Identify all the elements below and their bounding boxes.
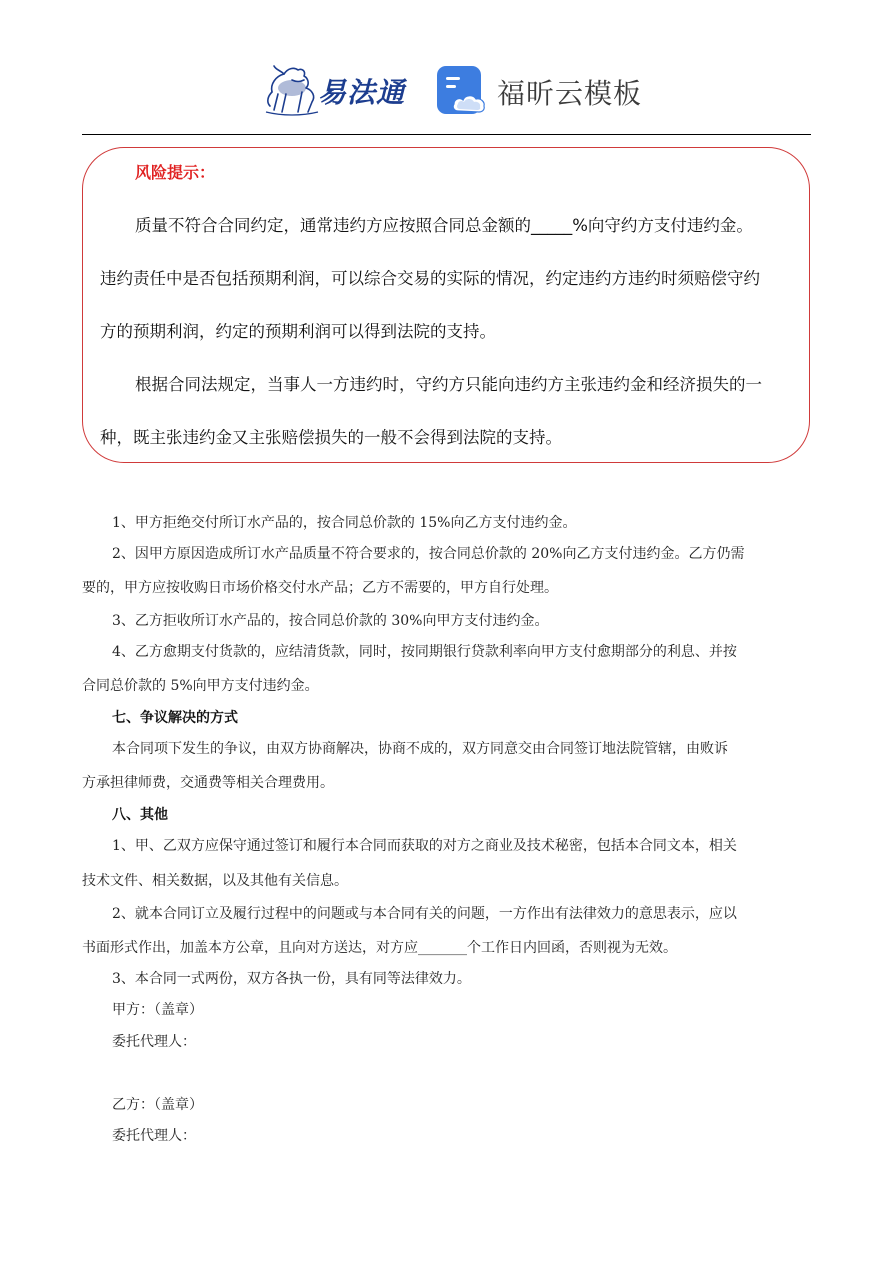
clause-line: 合同总价款的 5%向甲方支付违约金。 (82, 678, 319, 694)
risk-notice-line: 种，既主张违约金又主张赔偿损失的一般不会得到法院的支持。 (100, 428, 562, 447)
party-a-seal-line: 甲方：（盖章） (112, 1002, 203, 1018)
party-b-seal-line: 乙方：（盖章） (112, 1097, 203, 1113)
clause-line: 方承担律师费，交通费等相关合理费用。 (82, 775, 334, 791)
risk-notice-title: 风险提示： (135, 163, 216, 182)
section-heading-other: 八、其他 (112, 807, 168, 823)
risk-notice-line: 违约责任中是否包括预期利润，可以综合交易的实际的情况，约定违约方违约时须赔偿守约 (100, 269, 760, 288)
clause-line: 技术文件、相关数据，以及其他有关信息。 (82, 873, 348, 889)
clause-line: 1、甲、乙双方应保守通过签订和履行本合同而获取的对方之商业及技术秘密，包括本合同文本，相关 (112, 838, 737, 854)
clause-line: 2、因甲方原因造成所订水产品质量不符合要求的，按合同总价款的 20%向乙方支付违约金。乙方仍需 (112, 546, 745, 562)
clause-line: 2、就本合同订立及履行过程中的问题或与本合同有关的问题，一方作出有法律效力的意思表示，应以 (112, 906, 737, 922)
clause-line: 3、乙方拒收所订水产品的，按合同总价款的 30%向甲方支付违约金。 (112, 613, 549, 629)
page-header (0, 58, 893, 122)
clause-line: 书面形式作出，加盖本方公章，且向对方送达，对方应_______个工作日内回函，否则视为无效。 (82, 940, 677, 956)
clause-line: 本合同项下发生的争议，由双方协商解决，协商不成的，双方同意交由合同签订地法院管辖，由败诉 (112, 741, 728, 757)
clause-line: 3、本合同一式两份，双方各执一份，具有同等法律效力。 (112, 971, 471, 987)
cloud-document-icon (436, 65, 488, 117)
risk-notice-line: 方的预期利润，约定的预期利润可以得到法院的支持。 (100, 322, 496, 341)
foxit-cloud-template-logo-text: 福昕云模板 (497, 77, 643, 110)
header-divider (82, 134, 811, 135)
risk-notice-box (82, 147, 810, 463)
clause-line: 1、甲方拒绝交付所订水产品的，按合同总价款的 15%向乙方支付违约金。 (112, 515, 577, 531)
risk-notice-line: 质量不符合合同约定，通常违约方应按照合同总金额的_____%向守约方支付违约金。 (135, 216, 753, 235)
clause-line: 4、乙方愈期支付货款的，应结清货款，同时，按同期银行贷款利率向甲方支付愈期部分的利息、并按 (112, 644, 737, 660)
clause-line: 要的，甲方应按收购日市场价格交付水产品；乙方不需要的，甲方自行处理。 (82, 580, 558, 596)
risk-notice-line: 根据合同法规定，当事人一方违约时，守约方只能向违约方主张违约金和经济损失的一 (135, 375, 762, 394)
party-a-agent-line: 委托代理人： (112, 1034, 196, 1050)
section-heading-dispute: 七、争议解决的方式 (112, 710, 238, 726)
party-b-agent-line: 委托代理人： (112, 1128, 196, 1144)
yifatong-logo-text: 易法通 (318, 76, 406, 109)
